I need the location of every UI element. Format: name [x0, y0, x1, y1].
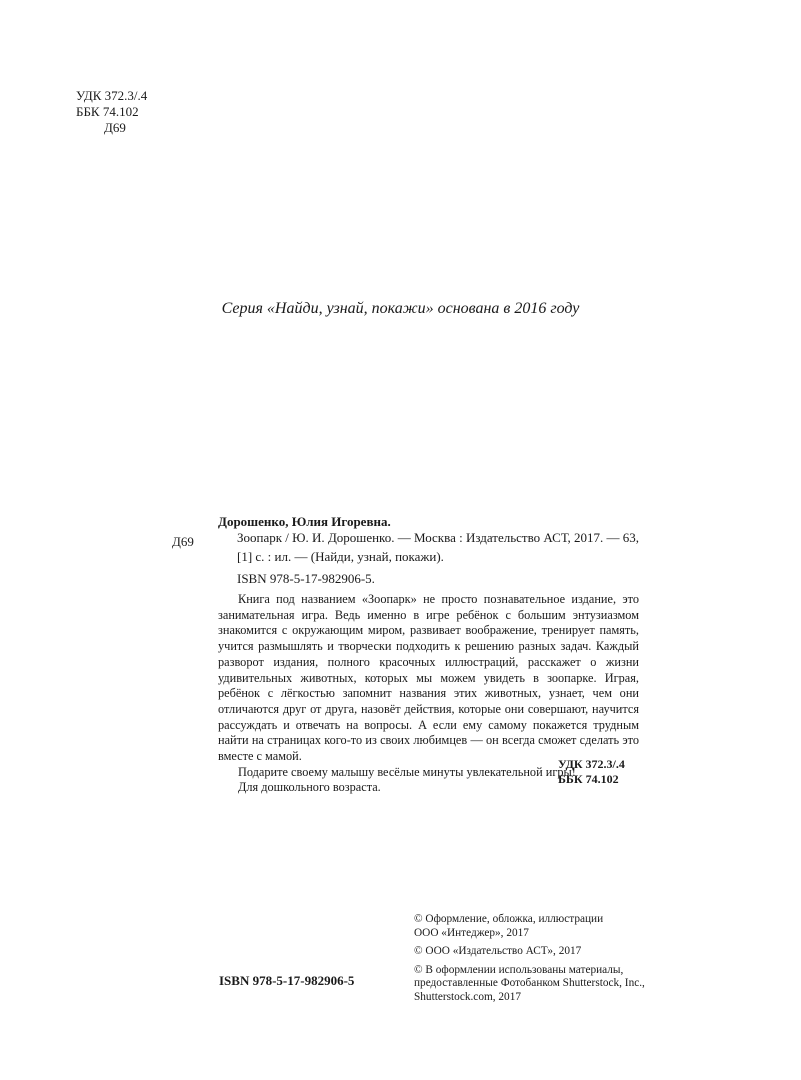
author-heading: Дорошенко, Юлия Игоревна. — [218, 514, 391, 529]
annotation-paragraph: Для дошкольного возраста. — [238, 780, 381, 795]
copyright-line: © В оформлении использованы материалы, — [414, 963, 624, 976]
series-line: Серия «Найди, узнай, покажи» основана в 2016 году — [221, 300, 580, 317]
copyright-line: © ООО «Издательство АСТ», 2017 — [414, 945, 582, 958]
isbn-bottom: ISBN 978-5-17-982906-5 — [219, 973, 355, 988]
udk-code-right: УДК 372.3/.4 — [558, 757, 625, 771]
author-mark: Д69 — [104, 120, 126, 135]
classification-right — [558, 757, 639, 787]
copyright-notices — [414, 913, 645, 1010]
classification-top — [76, 88, 147, 136]
copyright-block — [414, 964, 645, 1005]
copyright-line: Shutterstock.com, 2017 — [414, 990, 521, 1003]
bbk-code: ББК 74.102 — [76, 104, 139, 119]
bibliographic-record: Зоопарк / Ю. И. Дорошенко. — Москва : Издательство АСТ, 2017. — 63, [1] с. : ил. — (Найди, узнай, покажи). — [237, 530, 639, 564]
copyright-line: предоставленные Фотобанком Shutterstock, Inc., — [414, 977, 645, 990]
author-mark-side: Д69 — [172, 534, 194, 549]
annotation-paragraph: Книга под названием «Зоопарк» не просто познавательное издание, это занимательная игра. Ведь именно в игре ребёнок с большим энтузиазмом знакомится с окружающим миром, развивает воображение, тренирует память, учится размышлять и творчески подходить к решению разных задач. Каждый разворот издания, полного красочных иллюстраций, расскажет о жизни удивительных животных, которых мы можем увидеть в зоопарке. Играя, ребёнок с лёгкостью запомнит названия этих животных, узнает, чем они отличаются друг от друга, назовёт действия, которые они совершают, научится рассуждать и отвечать на вопросы. А если ему самому покажется трудным найти на страницах кого-то из своих любимцев — он всегда сможет сделать это вместе с мамой. — [218, 592, 639, 764]
isbn-line: ISBN 978-5-17-982906-5. — [237, 571, 375, 586]
copyright-block — [414, 913, 645, 940]
annotation-paragraph: Подарите своему малышу весёлые минуты увлекательной игры! — [238, 764, 576, 779]
copyright-block — [414, 945, 645, 959]
copyright-line: ООО «Интеджер», 2017 — [414, 926, 529, 939]
bbk-code-right: ББК 74.102 — [558, 772, 619, 786]
copyright-line: © Оформление, обложка, иллюстрации — [414, 913, 604, 925]
udk-code: УДК 372.3/.4 — [76, 88, 148, 103]
